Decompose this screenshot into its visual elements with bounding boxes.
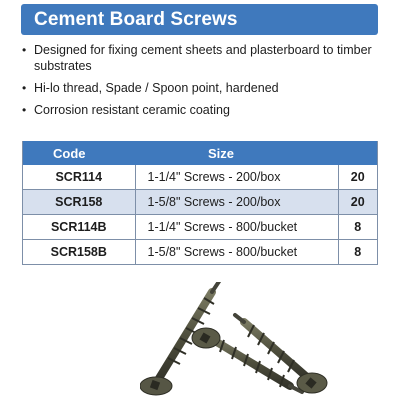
- cell-size: 1-1/4" Screws - 800/bucket: [135, 215, 338, 240]
- cell-code: SCR158: [23, 190, 136, 215]
- column-header-size: Size: [135, 141, 338, 165]
- feature-text: Corrosion resistant ceramic coating: [34, 103, 230, 117]
- cell-size: 1-5/8" Screws - 800/bucket: [135, 240, 338, 265]
- feature-text: Hi-lo thread, Spade / Spoon point, hardened: [34, 81, 279, 95]
- table-header-row: [23, 141, 378, 165]
- page-title: Cement Board Screws: [34, 8, 238, 30]
- product-table: [22, 141, 378, 265]
- table-row: [23, 215, 378, 240]
- cell-qty: 20: [338, 190, 378, 215]
- cell-qty: 8: [338, 215, 378, 240]
- screws-image: [140, 282, 340, 400]
- bullet-icon: •: [22, 81, 27, 95]
- cell-code: SCR158B: [23, 240, 136, 265]
- table-row: [23, 165, 378, 190]
- cell-size: 1-5/8" Screws - 200/box: [135, 190, 338, 215]
- table-row: [23, 240, 378, 265]
- feature-item: [22, 102, 378, 118]
- cell-size: 1-1/4" Screws - 200/box: [135, 165, 338, 190]
- column-header-code: Code: [23, 141, 136, 165]
- table-row: [23, 190, 378, 215]
- cell-code: SCR114: [23, 165, 136, 190]
- bullet-icon: •: [22, 103, 27, 117]
- cell-qty: 20: [338, 165, 378, 190]
- title-banner: [21, 4, 378, 35]
- bullet-icon: •: [22, 43, 27, 57]
- cell-qty: 8: [338, 240, 378, 265]
- feature-item: [22, 42, 378, 74]
- feature-list: [22, 42, 378, 124]
- column-header-qty: [338, 141, 378, 165]
- feature-item: [22, 80, 378, 96]
- feature-text: Designed for fixing cement sheets and plasterboard to timber substrates: [34, 43, 372, 73]
- cell-code: SCR114B: [23, 215, 136, 240]
